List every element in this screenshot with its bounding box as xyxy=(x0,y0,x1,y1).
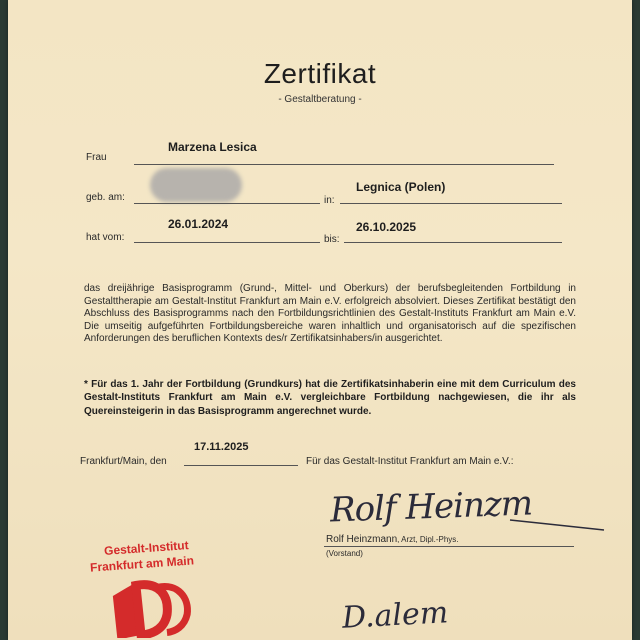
birthdate-line xyxy=(134,203,320,204)
stamp-line-2: Frankfurt am Main xyxy=(89,553,195,575)
birthplace-value: Legnica (Polen) xyxy=(356,180,446,194)
institute-label: Für das Gestalt-Institut Frankfurt am Main e.V.: xyxy=(306,456,514,467)
from-line xyxy=(134,242,320,243)
body-paragraph: das dreijährige Basisprogramm (Grund-, Mittel- und Oberkurs) der berufsbegleitenden Fortbildung in Gestalttherapie am Gestalt-Institut Frankfurt am Main e.V. erfolgreich absolviert. Dieses Zertifikat bestätigt den Abschluss des Basisprogramms nach den Fortbildungsrichtlinien des Gestalt-Instituts Frankfurt am Main e.V. Die umseitig aufgeführten Fortbildungsbereiche waren inhaltlich und organisatorisch auf die spezifischen Anforderungen des beruflichen Kontexts des/r Zertifikatsinhabers/in ausgerichtet. xyxy=(84,283,576,345)
to-label: bis: xyxy=(324,234,340,245)
redacted-birthdate xyxy=(150,168,242,202)
signer-role: (Vorstand) xyxy=(326,549,363,558)
to-date: 26.10.2025 xyxy=(356,220,417,234)
issue-date: 17.11.2025 xyxy=(194,441,249,453)
signer-title: , Arzt, Dipl.-Phys. xyxy=(397,535,459,544)
recipient-name: Marzena Lesica xyxy=(168,140,257,154)
issue-date-line xyxy=(184,465,298,466)
to-line xyxy=(344,242,562,243)
certificate-paper xyxy=(8,0,632,640)
from-date: 26.01.2024 xyxy=(168,217,229,231)
stamp-line-1: Gestalt-Institut xyxy=(103,538,190,558)
place-date-label: Frankfurt/Main, den xyxy=(80,456,167,467)
certificate-title: Zertifikat xyxy=(263,58,377,89)
signature-heinzmann: Rolf Heinzm xyxy=(329,483,533,531)
birth-label: geb. am: xyxy=(86,192,125,203)
footnote: * Für das 1. Jahr der Fortbildung (Grundkurs) hat die Zertifikatsinhaberin eine mit dem Curriculum des Gestalt-Instituts Frankfurt am Main e.V. vergleichbare Fortbildung nachgewiesen, die ihr als Quereinsteigerin in das Basisprogramm angerechnet wurde. xyxy=(84,379,576,417)
signer-block xyxy=(326,534,459,545)
name-line xyxy=(134,164,554,165)
signature-stroke xyxy=(508,510,608,536)
institute-logo-icon xyxy=(110,572,192,638)
signer-name: Rolf Heinzmann xyxy=(326,534,398,545)
certificate-subtitle: - Gestaltberatung - xyxy=(278,94,362,105)
signature-second: D.alem xyxy=(341,595,450,636)
salutation-label: Frau xyxy=(86,152,107,163)
from-label: hat vom: xyxy=(86,232,125,243)
birthplace-line xyxy=(340,203,562,204)
birthplace-label: in: xyxy=(324,195,335,206)
signature-line xyxy=(324,546,574,547)
